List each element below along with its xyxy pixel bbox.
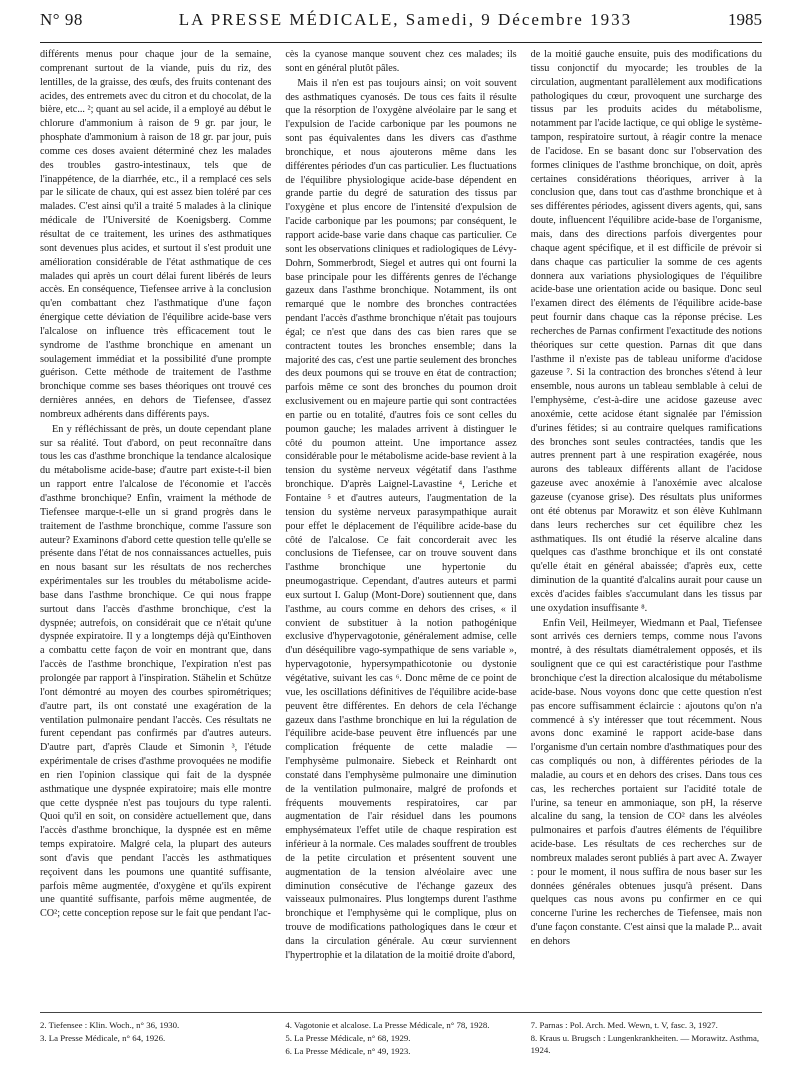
paragraph: de la moitié gauche ensuite, puis des modifications du tissu conjonctif du myocarde; les troubles de la circulation, augmentant parallèlement aux modifications pathologiques du cœur, provoquent une surcharge des tissus par les produits acides du métabolisme, notamment par l'acide lactique, ce qui oblige le système-tampon, respiratoire surtout, à réagir contre la menace de l'acidose. En se basant donc sur l'observation des formes cliniques de l'asthme bronchique, on doit, après certaines considérations théoriques, arriver à la conclusion que, dans tout cas d'asthme bronchique et à ses différentes périodes, agissent divers agents, qui, sans doute, influencent l'équilibre acide-base de l'organisme, mais, dans des directions parfois divergentes pour chaque agent spécifique, et il est difficile de prévoir si dans chaque cas particulier la somme de ces agents donnera aux variations physiologiques de l'équilibre acide-base une orientation acide ou basique. Donc seul l'examen direct des éléments de l'équilibre acide-base peut fournir dans chaque cas la réponse précise. Les recherches de Parnas confirment l'exactitude des notions théoriques sur cette question. Parnas dit que dans l'asthme il n'existe pas de tableau uniforme d'acidose gazeuse ⁷. Si la contraction des bronches s'étend à leur ensemble, nous aurons un tableau semblable à celui de l'emphysème, c'est-à-dire une acidose gazeuse avec anoxémie, cette acidose étant signalée par l'émission d'urines fétides; si au contraire quelques ramifications des bronches sont seules contractées, tandis que les autres prennent part à une respiration exagérée, nous aurons des tableaux différents allant de l'acidose gazeuse avec anoxémie à l'anoxémie avec alcalose gazeuse (cyanose grise). Des résultats plus uniformes ont été obtenus par Morawitz et son élève Kuhlmann dans leurs recherches sur cet équilibre chez les asthmatiques. Ils ont étudié la réserve alcaline dans quelques cas d'asthme bronchique et ils ont constaté qu'elle était en général abaissée; d'après eux, cette diminution de la quantité d'alcalins aurait pour cause un excès d'acides faibles s'accumulant dans les tissus par une oxydation insuffisante ⁸. <box>530 49 762 614</box>
footnotes-column-2 <box>285 1013 516 1073</box>
footnote: 8. Kraus u. Brugsch : Lungenkrankheiten. — Morawitz. Asthma, 1924. <box>530 1033 760 1055</box>
footnotes-column-3 <box>531 1013 762 1073</box>
footnote: 3. La Presse Médicale, n° 64, 1926. <box>40 1033 166 1043</box>
journal-title: LA PRESSE MÉDICALE, Samedi, 9 Décembre 1933 <box>178 10 633 29</box>
footnote: 5. La Presse Médicale, n° 68, 1929. <box>285 1033 411 1043</box>
footnote: 6. La Presse Médicale, n° 49, 1923. <box>285 1046 411 1056</box>
article-body <box>40 48 762 1003</box>
paragraph: cès la cyanose manque souvent chez ces malades; ils sont en général plutôt pâles. <box>285 49 517 74</box>
footnotes-column-1 <box>40 1013 271 1073</box>
paragraph: Mais il n'en est pas toujours ainsi; on voit souvent des asthmatiques cyanosés. De tous ces faits il résulte que la résorption de l'oxygène alvéolaire par le sang et l'expulsion de l'acide carbonique par les poumons ne sont pas équivalentes dans les divers cas d'asthme bronchique, et nous ajouterons même dans les différentes périodes d'un cas particulier. Les fluctuations de l'équilibre physiologique acide-base dépendent en grande partie du degré de saturation des tissus par l'oxygène et plus encore de l'intensité d'expulsion de l'acide carbonique par les poumons; par conséquent, le rapport acide-base varie dans chaque cas particulier. Ce sont les observations cliniques et radiologiques de Lévy-Dohrn, Sommerbrodt, Siegel et autres qui ont fourni la base principale pour les différents genres de l'échange gazeux dans l'asthme bronchique. Notamment, ils ont remarqué que le nombre des bronches contractées pendant l'accès d'asthme bronchique n'était pas toujours égal; ce n'est que dans des cas bien rares que se contractent toutes les bronches ensemble; dans la majorité des cas, c'est une partie seulement des bronches des deux poumons qui se trouve en état de contraction; parfois même ce sont des bronches du poumon droit exclusivement ou en majeure partie qui sont contractées en partie ou en totalité, d'autres fois ce sont celles du poumon gauche; les malades arrivent à distinguer le côté du poumon atteint. Une importance assez considérable pour le métabolisme acide-base revient à la tension du système nerveux végétatif dans l'asthme bronchique. D'après Laignel-Lavastine ⁴, Leriche et Fontaine ⁵ et d'autres auteurs, l'augmentation de la tension du système nerveux parasympathique aurait pour effet le déplacement de l'équilibre acide-base du côté de l'alcalose. Ce fait concorderait avec les conclusions de Tiefensee, car on trouve souvent dans l'asthme bronchique une hypertonie du pneumogastrique. Cependant, d'autres auteurs et parmi eux surtout I. Galup (Mont-Dore) soutiennent que, dans l'asthme, au cours comme en dehors des crises, « il convient de substituer à la notion pathogénique exclusive d'hypervagotonie, généralement admise, celle d'un déséquilibre vago-sympathique de sens variable », hypervagotonie, hypersympathicotonie ou dystonie végétative, suivant les cas ⁶. Donc même de ce point de vue, les oscillations définitives de l'équilibre acide-base peuvent être différentes. En dehors de cela l'échange gazeux dans l'asthme bronchique en lui la régulation de l'équilibre acide-base peuvent être influencés par une complication fréquente de cette maladie — l'emphysème pulmonaire. Siebeck et Reinhardt ont constaté dans l'emphysème pulmonaire une diminution de la ventilation pulmonaire, malgré de profonds et fréquents mouvements respiratoires, car par augmentation de l'air résiduel dans les poumons emphysémateux l'effet utile de chaque respiration est inférieur à la normale. Ces malades souffrent de troubles de la petite circulation et présentent souvent une augmentation de la tension alvéolaire avec une diminution consécutive de l'échange gazeux des vaisseaux pulmonaires. Plus longtemps durent l'asthme bronchique et l'emphysème qui le complique, plus on trouve de modifications pathologiques dans le cœur et dans la circulation générale. Au cœur surviennent l'hypertrophie et la dilatation de la moitié droite d'abord, <box>285 77 517 961</box>
page-header <box>40 10 762 43</box>
footnote: 2. Tiefensee : Klin. Woch., n° 36, 1930. <box>40 1020 180 1030</box>
column-3 <box>531 48 762 1003</box>
paragraph: Enfin Veil, Heilmeyer, Wiedmann et Paal, Tiefensee sont arrivés ces derniers temps, comme nous l'avons montré, à des résultats diamétralement opposés, et ils soulignent que ce qui est caractéristique pour l'asthme bronchique c'est la direction alcalosique du métabolisme acide-base. Nous voyons donc que cette question n'est pas encore suffisamment éclaircie : ajoutons qu'on n'a commencé à s'y intéresser que tout récemment. Nous avons donc examiné le rapport acide-base dans l'organisme d'un certain nombre d'asthmatiques pour des cas compliqués ou non, à différentes périodes de la maladie, au cours et en dehors des crises. Dans tous ces cas, les recherches portaient sur l'acidité totale de l'urine, sa teneur en ammoniaque, son pH, la réserve alcaline du sang, la tension de CO² dans les alvéoles pulmonaires et parfois d'autres éléments de l'équilibre acide-base. Les résultats de ces recherches sur de nombreux malades seront publiés à part avec A. Zwayer : pour le moment, il nous suffira de nous baser sur les données générales obtenues jusqu'à présent. Dans quelques cas nous avons pu confirmer en ce qui concerne l'urine les recherches de Tiefensee, mais non d'une façon constante. C'est ainsi que la malade P... avait en dehors <box>530 617 762 947</box>
column-2 <box>285 48 516 1003</box>
footnotes <box>40 1012 762 1073</box>
footnote: 7. Parnas : Pol. Arch. Med. Wewn, t. V, fasc. 3, 1927. <box>530 1020 718 1030</box>
column-1 <box>40 48 271 1003</box>
paragraph: différents menus pour chaque jour de la semaine, comprenant surtout de la viande, puis du riz, des lentilles, de la graisse, des œufs, des fruits contenant des acides, des entremets avec du citron et du chocolat, de la bière, etc... ²; quant au sel acide, il a employé au début le chlorure d'ammonium à raison de 9 gr. par jour, le phosphate d'ammonium à raison de 18 gr. par jour, puis comme ces doses avaient déterminé chez les malades des troubles gastro-intestinaux, tels que de l'inappétence, de la diarrhée, etc., il a remplacé ces sels par le silicate de chaux, qui est assez bien toléré par ces malades. C'est ainsi qu'il a traité 5 malades à la clinique médicale de l'Université de Koenigsberg. Comme résultat de ce traitement, les urines des asthmatiques sont devenues plus acides, et surtout il s'est produit une amélioration considérable de l'état asthmatique de ces malades qui après un court délai furent libérés de leurs accès. En conséquence, Tiefensee arrive à la conclusion qu'en combattant chez l'asthmatique d'une façon énergique cette déviation de l'équilibre acide-base vers l'alcalose on influence très efficacement tout le syndrome de l'asthme bronchique en amenant un soulagement immédiat et la possibilité d'une prompte guérison. Cette méthode de traitement de l'asthme bronchique comme ses bases théoriques ont trouvé ces dernières années, en dehors de Tiefensee, d'assez nombreux adhérents dans différents pays. <box>40 49 272 420</box>
footnote: 4. Vagotonie et alcalose. La Presse Médicale, n° 78, 1928. <box>285 1020 490 1030</box>
paragraph: En y réfléchissant de près, un doute cependant plane sur sa réalité. Tout d'abord, on peut reconnaître dans tous les cas d'asthme bronchique la tendance alcalosique du métabolisme acide-base; d'autre part existe-t-il bien un rapport entre l'alcalose de l'économie et l'accès d'asthme bronchique? Enfin, vraiment la méthode de Tiefensee marque-t-elle un si grand progrès dans le traitement de l'asthme bronchique, comme l'assure son auteur? Examinons d'abord cette question telle qu'elle se présente dans l'état de nos connaissances actuelles, puis en nous basant sur les résultats de nos recherches expérimentales sur les troubles du métabolisme acide-base dans l'asthme bronchique. Ce qui nous frappe surtout dans l'accès d'asthme bronchique, c'est la dyspnée; autrefois, on considérait que ce n'était qu'une dyspnée expiratoire. Il y a longtemps déjà qu'Einthoven a combattu cette façon de voir en montrant que, dans l'accès de l'asthme bronchique, l'expiration n'est pas prolongée par rapport à l'inspiration. Stähelin et Schütze l'ont démontré au moyen des courbes spirométriques; d'autre part, ils ont constaté une exagération de la ventilation pulmonaire pendant l'accès. Ces résultats ne furent cependant pas confirmés par d'autres auteurs. D'autre part, d'après Claude et Simonin ³, l'étude expérimentale de crises d'asthme provoquées ne modifie en rien l'opinion classique qui fait de la dyspnée asthmatique une dyspnée expiratoire; mais elle montre que cette dyspnée n'est pas toujours du type ralenti. Quoi qu'il en soit, on considère actuellement que, dans l'accès d'asthme bronchique, la dyspnée est en même temps expiratoire. Malgré cela, la plupart des auteurs sont d'avis que pendant l'accès les asthmatiques reçoivent dans les poumons une quantité suffisante, parfois même augmentée, d'oxygène et qu'ils expirent une quantité suffisante, parfois même augmentée, de CO²; cette conception repose sur le fait que pendant l'ac- <box>40 423 272 920</box>
page-number: 1985 <box>728 10 762 29</box>
issue-number: N° 98 <box>40 10 83 29</box>
